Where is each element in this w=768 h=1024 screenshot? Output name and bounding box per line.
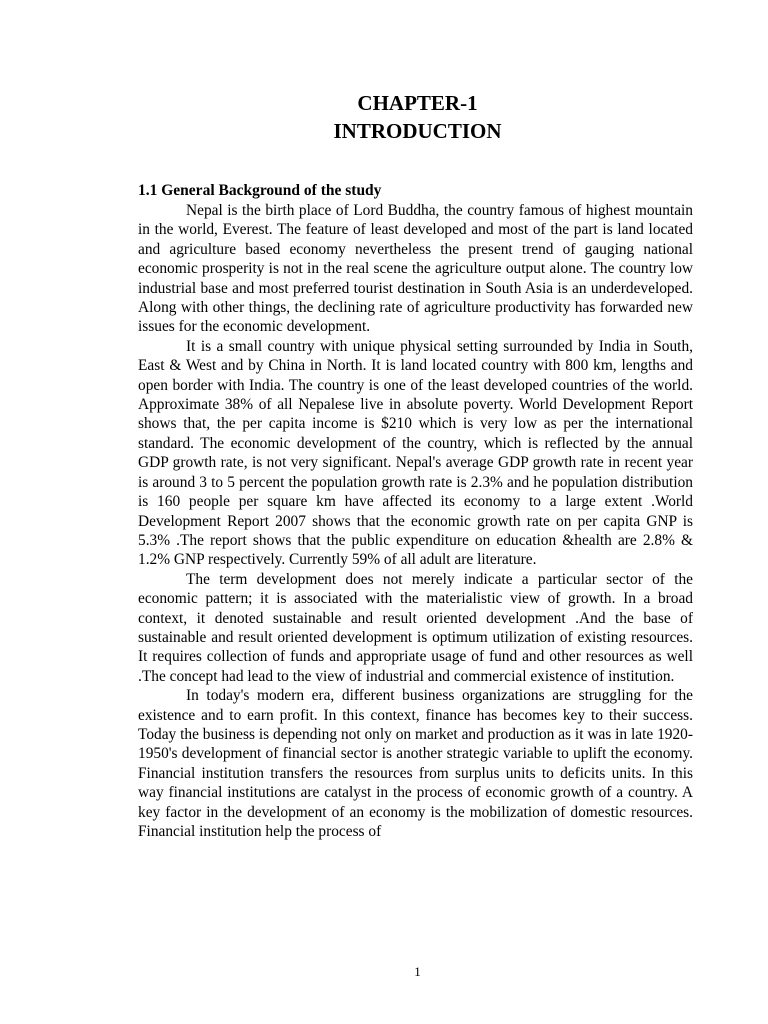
paragraph-3: The term development does not merely indicate a particular sector of the economic pattern; it is associated with the materialistic view of growth. In a broad context, it denoted sustainable and result oriented development .And the base of sustainable and result oriented development is optimum utilization of existing resources. It requires collection of funds and appropriate usage of fund and other resources as well .The concept had lead to the view of industrial and commercial existence of institution.: [138, 570, 693, 685]
section-heading: 1.1 General Background of the study: [138, 182, 382, 199]
page-number: 1: [414, 964, 421, 979]
paragraph-1: Nepal is the birth place of Lord Buddha, the country famous of highest mountain in the world, Everest. The feature of least developed and most of the part is land located and agriculture based economy nevertheless the present trend of gauging national economic prosperity is not in the real scene the agriculture output alone. The country low industrial base and most preferred tourist destination in South Asia is an underdeveloped. Along with other things, the declining rate of agriculture productivity has forwarded new issues for the economic development.: [138, 202, 693, 336]
chapter-title: INTRODUCTION: [333, 119, 502, 143]
paragraph-2: It is a small country with unique physical setting surrounded by India in South, East & West and by China in North. It is land located country with 800 km, lengths and open border with India. The country is one of the least developed countries of the world. Approximate 38% of all Nepalese live in absolute poverty. World Development Report shows that, the per capita income is $210 which is very low as per the international standard. The economic development of the country, which is reflected by the annual GDP growth rate, is not very significant. Nepal's average GDP growth rate in recent year is around 3 to 5 percent the population growth rate is 2.3% and he population distribution is 160 people per square km have affected its economy to a large extent .World Development Report 2007 shows that the economic growth rate on per capita GNP is 5.3% .The report shows that the public expenditure on education &health are 2.8% & 1.2% GNP respectively. Currently 59% of all adult are literature.: [138, 337, 693, 569]
paragraph-4: In today's modern era, different business organizations are struggling for the existence and to earn profit. In this context, finance has becomes key to their success. Today the business is depending not only on market and production as it was in late 1920-1950's development of financial sector is another strategic variable to uplift the economy. Financial institution transfers the resources from surplus units to deficits units. In this way financial institutions are catalyst in the process of economic growth of a country. A key factor in the development of an economy is the mobilization of domestic resources. Financial institution help the process of: [138, 687, 693, 840]
chapter-number: CHAPTER-1: [357, 91, 478, 115]
body-text: [138, 201, 693, 841]
